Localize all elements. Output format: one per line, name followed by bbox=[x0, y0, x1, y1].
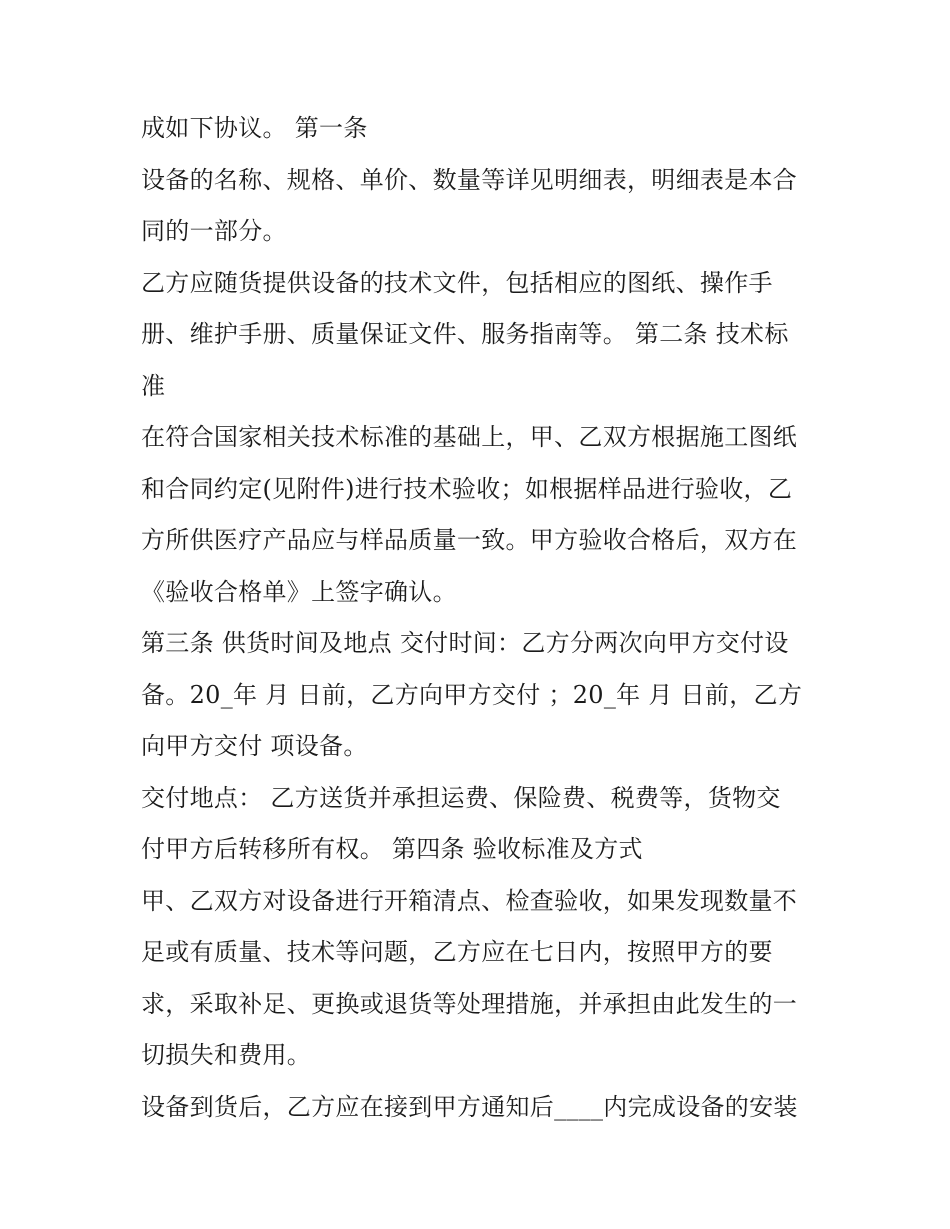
text-line: 册、维护手册、质量保证文件、服务指南等。 第二条 技术标 bbox=[141, 320, 789, 348]
text-line: 求，采取补足、更换或退货等处理措施，并承担由此发生的一 bbox=[141, 989, 798, 1018]
text-line: 和合同约定(见附件)进行技术验收；如根据样品进行验收，乙 bbox=[141, 474, 793, 503]
text-line: 设备的名称、规格、单价、数量等详见明细表，明细表是本合 bbox=[141, 165, 798, 194]
text-line: 成如下协议。 第一条 bbox=[141, 114, 368, 142]
text-line: 付甲方后转移所有权。 第四条 验收标准及方式 bbox=[141, 835, 643, 863]
text-line: 甲、乙双方对设备进行开箱清点、检查验收，如果发现数量不 bbox=[141, 886, 798, 915]
text-line: 《验收合格单》上签字确认。 bbox=[141, 577, 457, 606]
text-line: 备。20_年 月 日前，乙方向甲方交付 ；20_年 月 日前，乙方 bbox=[141, 680, 803, 709]
text-line: 交付地点： 乙方送货并承担运费、保险费、税费等，货物交 bbox=[141, 783, 781, 812]
text-line: 同的一部分。 bbox=[141, 217, 287, 245]
text-line: 方所供医疗产品应与样品质量一致。甲方验收合格后，双方在 bbox=[141, 526, 798, 554]
text-line: 第三条 供货时间及地点 交付时间：乙方分两次向甲方交付设 bbox=[141, 629, 789, 657]
text-line: 向甲方交付 项设备。 bbox=[141, 732, 368, 760]
text-line: 设备到货后，乙方应在接到甲方通知后____内完成设备的安装 bbox=[141, 1092, 798, 1121]
text-line: 切损失和费用。 bbox=[141, 1041, 312, 1069]
text-line: 在符合国家相关技术标准的基础上，甲、乙双方根据施工图纸 bbox=[141, 423, 798, 451]
text-line: 乙方应随货提供设备的技术文件，包括相应的图纸、操作手 bbox=[141, 268, 773, 297]
text-line: 准 bbox=[141, 371, 166, 400]
document-body bbox=[141, 103, 821, 1133]
text-line: 足或有质量、技术等问题，乙方应在七日内，按照甲方的要 bbox=[141, 938, 773, 966]
